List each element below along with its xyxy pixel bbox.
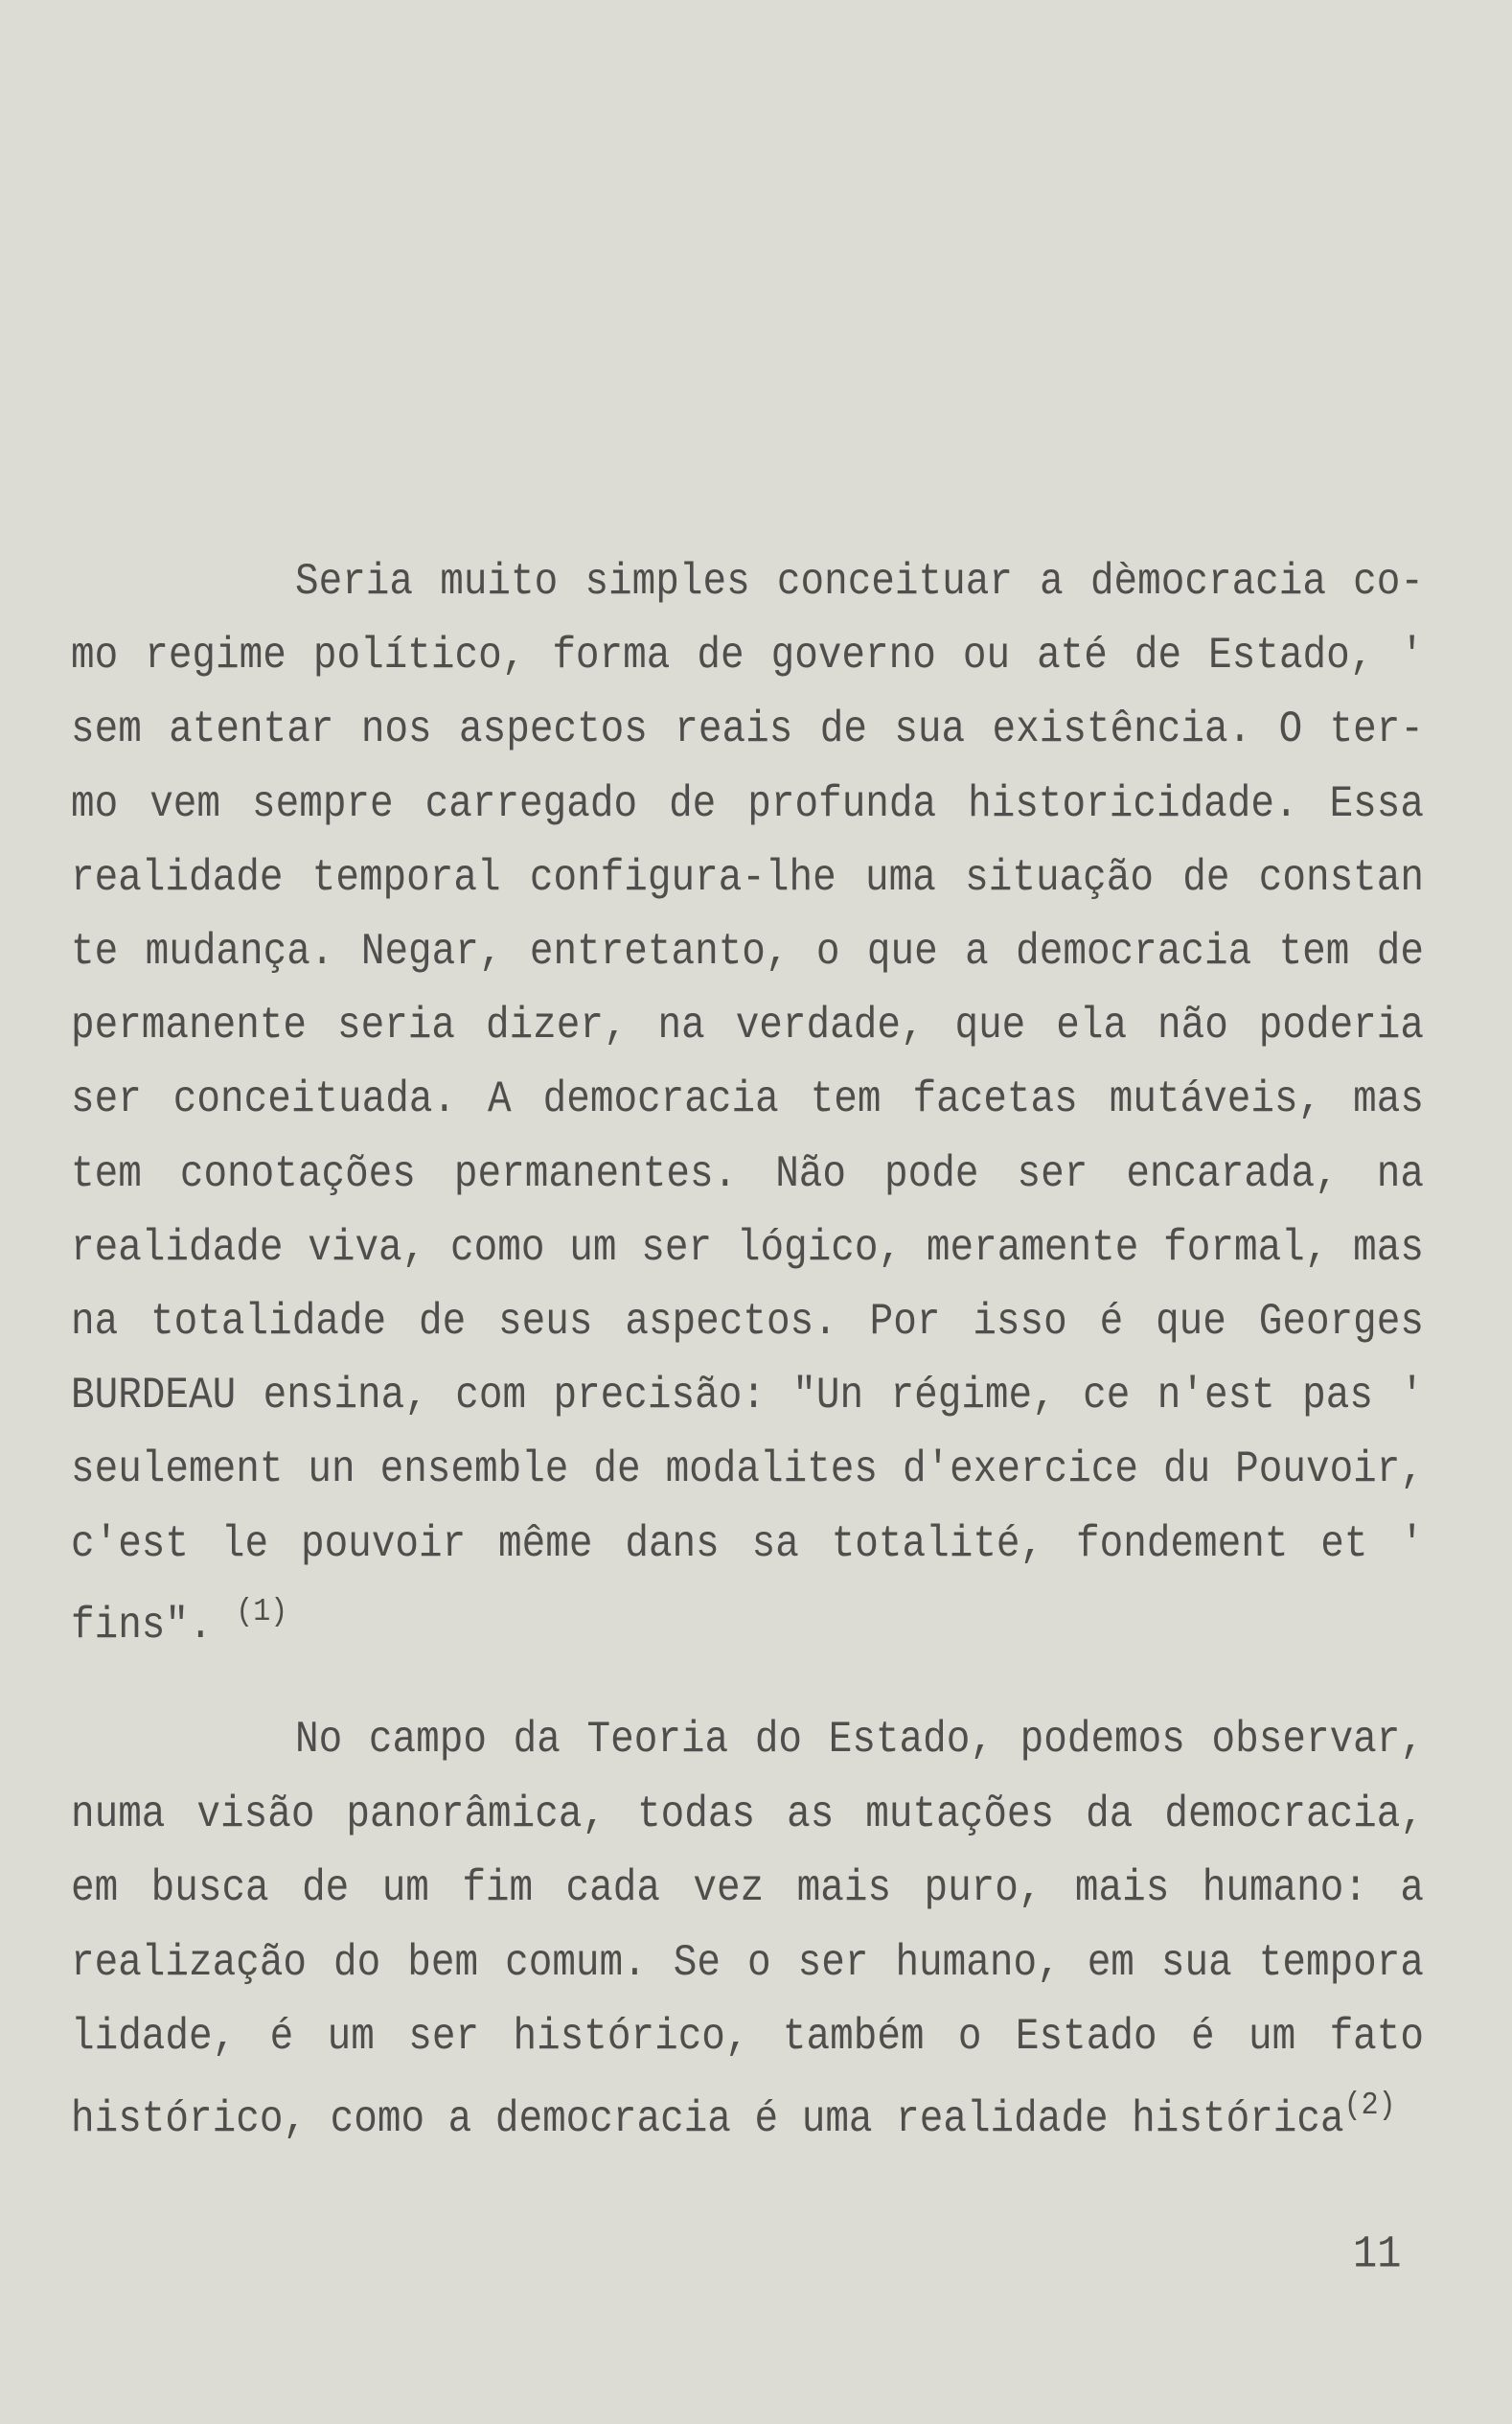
text-line xyxy=(71,928,1424,978)
text-line xyxy=(71,1372,1424,1421)
line-text: realização do bem comum. Se o ser humano, em sua tempora xyxy=(71,1938,1424,1989)
line-text: na totalidade de seus aspectos. Por isso é que Georges xyxy=(71,1298,1424,1348)
text-line xyxy=(71,2088,1424,2144)
line-text: Seria muito simples conceituar a dèmocracia co- xyxy=(295,558,1424,608)
text-line xyxy=(71,1002,1424,1051)
line-text: em busca de um fim cada vez mais puro, mais humano: a xyxy=(71,1864,1424,1914)
text-line xyxy=(71,854,1424,904)
line-text: mo regime político, forma de governo ou até de Estado, ' xyxy=(71,632,1424,681)
line-text: ser conceituada. A democracia tem facetas mutáveis, mas xyxy=(71,1075,1424,1125)
line-text: histórico, como a democracia é uma realidade histórica xyxy=(71,2094,1344,2145)
line-text: mo vem sempre carregado de profunda historicidade. Essa xyxy=(71,779,1424,830)
text-line xyxy=(71,1445,1424,1495)
page-number: 11 xyxy=(1353,2228,1402,2280)
text-line xyxy=(71,1594,1424,1651)
line-text: fins". xyxy=(71,1601,213,1651)
line-text: seulement un ensemble de modalites d'exercice du Pouvoir, xyxy=(71,1445,1424,1495)
line-text: permanente seria dizer, na verdade, que ela não poderia xyxy=(71,1002,1424,1051)
text-line xyxy=(71,1224,1424,1274)
text-line xyxy=(71,1075,1424,1125)
line-text: numa visão panorâmica, todas as mutações da democracia, xyxy=(71,1789,1424,1840)
text-line xyxy=(71,1298,1424,1348)
text-line xyxy=(71,780,1424,830)
text-line xyxy=(71,1939,1424,1989)
text-line xyxy=(71,632,1424,681)
text-line xyxy=(71,1520,1424,1570)
line-text: realidade temporal configura-lhe uma situação de constan xyxy=(71,853,1424,904)
line-text: lidade, é um ser histórico, também o Estado é um fato xyxy=(71,2013,1424,2063)
text-line xyxy=(295,1716,1424,1766)
text-line xyxy=(71,1864,1424,1914)
text-line xyxy=(71,705,1424,755)
line-text: te mudança. Negar, entretanto, o que a democracia tem de xyxy=(71,928,1424,978)
line-text: BURDEAU ensina, com precisão: "Un régime, ce n'est pas ' xyxy=(71,1372,1424,1421)
line-text: realidade viva, como um ser lógico, meramente formal, mas xyxy=(71,1223,1424,1274)
line-text: tem conotações permanentes. Não pode ser encarada, na xyxy=(71,1149,1424,1200)
line-text: sem atentar nos aspectos reais de sua existência. O ter- xyxy=(71,705,1424,755)
text-line xyxy=(71,2013,1424,2063)
line-text: No campo da Teoria do Estado, podemos observar, xyxy=(295,1716,1424,1766)
footnote-reference: (2) xyxy=(1343,2088,1396,2125)
text-line xyxy=(295,558,1424,608)
line-text: c'est le pouvoir même dans sa totalité, fondement et ' xyxy=(71,1519,1424,1570)
text-line xyxy=(71,1790,1424,1840)
text-line xyxy=(71,1150,1424,1200)
footnote-reference: (1) xyxy=(236,1593,288,1630)
